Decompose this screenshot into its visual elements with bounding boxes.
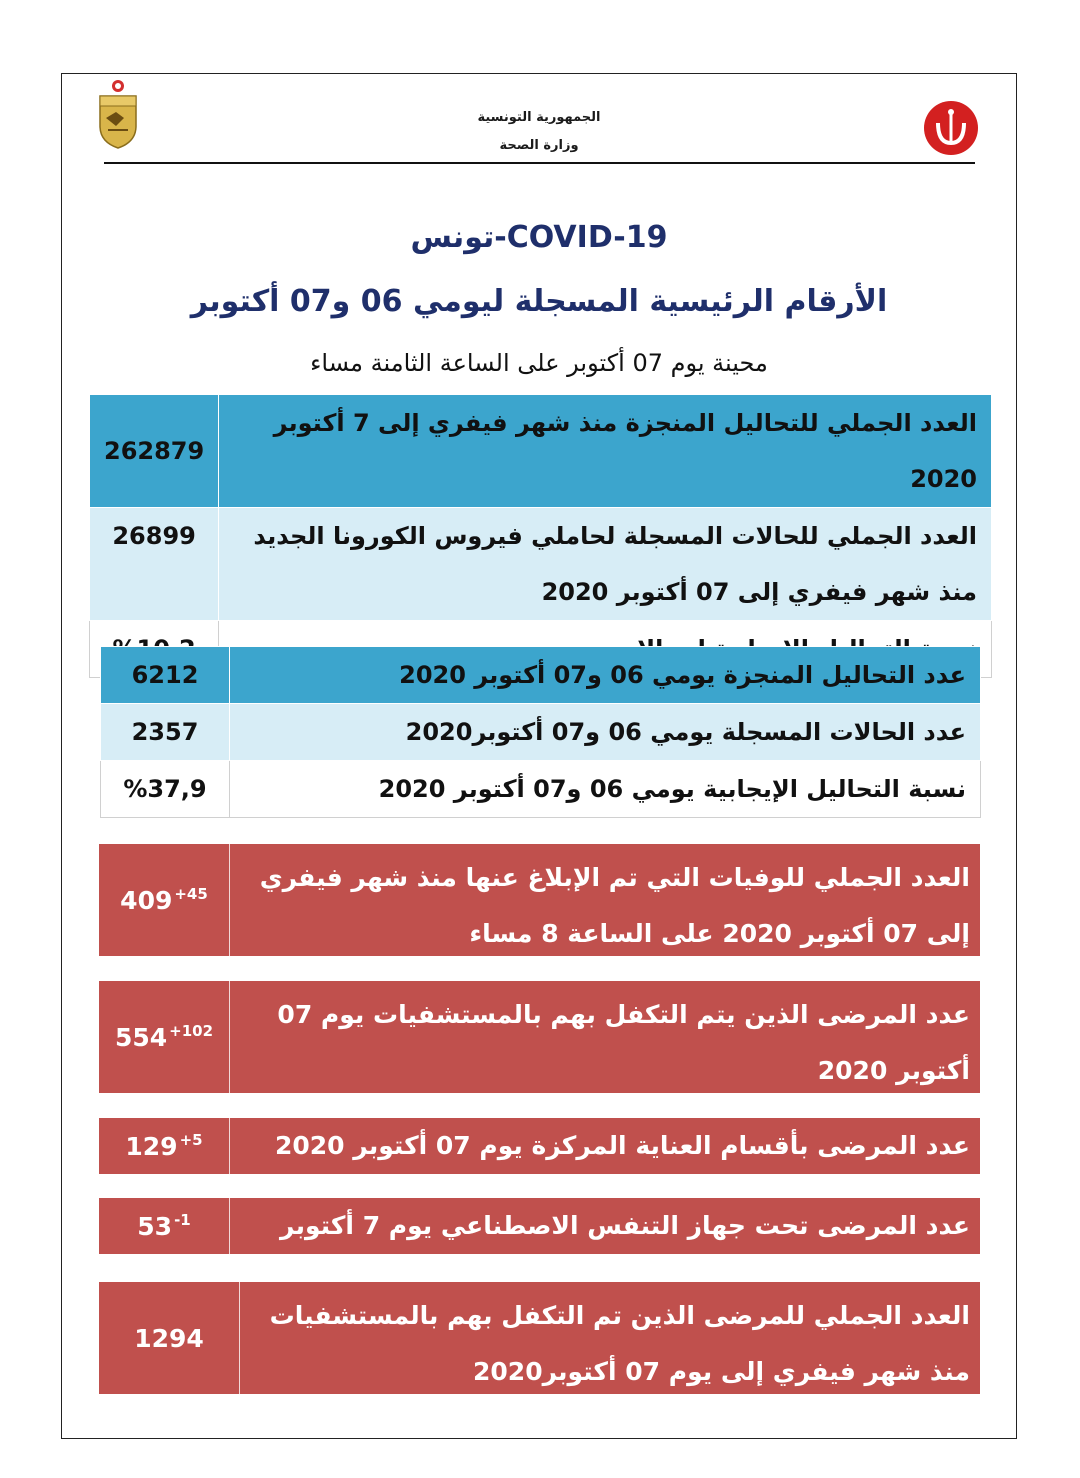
- stat-value: 26899: [90, 508, 219, 621]
- stat-label: عدد المرضى تحت جهاز التنفس الاصطناعي يوم 7 أكتوبر: [280, 1211, 970, 1240]
- stat-number: 554: [114, 1022, 168, 1052]
- stat-change: -1: [174, 1211, 191, 1229]
- stat-change: +5: [179, 1131, 203, 1149]
- update-note: محينة يوم 07 أكتوبر على الساعة الثامنة مساء: [310, 349, 768, 377]
- ministry-name: وزارة الصحة: [499, 138, 579, 153]
- stat-value: [99, 844, 230, 956]
- stat-value: [99, 981, 230, 1093]
- stat-value: 6212: [101, 647, 230, 704]
- ministry-logo-icon: [922, 99, 980, 157]
- document-page: [61, 73, 1017, 1439]
- total-hospitalized-row: [99, 1282, 980, 1394]
- hospitalized-row: [99, 981, 980, 1093]
- deaths-row: [99, 844, 980, 956]
- stat-label: العدد الجملي للتحاليل المنجزة منذ شهر فيفري إلى 7 أكتوبر 2020: [219, 395, 992, 508]
- stat-number: 1294: [134, 1323, 204, 1353]
- stat-label: العدد الجملي للوفيات التي تم الإبلاغ عنها منذ شهر فيفري إلى 07 أكتوبر 2020 على الساعة 8 مساء: [259, 863, 970, 948]
- stat-value: 2357: [101, 704, 230, 761]
- stat-value: 262879: [90, 395, 219, 508]
- stat-change: +102: [169, 1022, 214, 1040]
- stat-label: عدد المرضى بأقسام العناية المركزة يوم 07 أكتوبر 2020: [274, 1131, 970, 1160]
- country-name: الجمهورية التونسية: [477, 110, 601, 125]
- ventilator-row: [99, 1198, 980, 1254]
- icu-row: [99, 1118, 980, 1174]
- daily-stats-table: [100, 646, 981, 818]
- stat-label: عدد التحاليل المنجزة يومي 06 و07 أكتوبر 2020: [230, 647, 981, 704]
- secondary-title: الأرقام الرئيسية المسجلة ليومي 06 و07 أكتوبر: [190, 284, 888, 319]
- stat-value: [99, 1118, 230, 1174]
- header: [62, 74, 1016, 169]
- stat-value: [99, 1198, 230, 1254]
- stat-label: عدد الحالات المسجلة يومي 06 و07 أكتوبر2020: [230, 704, 981, 761]
- main-title: COVID-19-تونس: [410, 220, 668, 255]
- stat-change: +45: [174, 885, 208, 903]
- stat-label: العدد الجملي للمرضى الذين تم التكفل بهم بالمستشفيات منذ شهر فيفري إلى يوم 07 أكتوبر2020: [269, 1301, 970, 1386]
- table-row: [101, 704, 981, 761]
- stat-value: [99, 1282, 240, 1394]
- stat-label: العدد الجملي للحالات المسجلة لحاملي فيروس الكورونا الجديد منذ شهر فيفري إلى 07 أكتوبر 2020: [219, 508, 992, 621]
- stat-number: 129: [125, 1131, 178, 1161]
- stat-label: عدد المرضى الذين يتم التكفل بهم بالمستشفيات يوم 07 أكتوبر 2020: [277, 1000, 970, 1085]
- cumulative-stats-table: [89, 394, 992, 678]
- stat-number: 409: [120, 885, 173, 915]
- table-row: [90, 395, 992, 508]
- table-row: [101, 761, 981, 818]
- stat-label: نسبة التحاليل الإيجابية يومي 06 و07 أكتوبر 2020: [230, 761, 981, 818]
- table-row: [90, 508, 992, 621]
- table-row: [101, 647, 981, 704]
- stat-value: %37,9: [101, 761, 230, 818]
- header-divider: [104, 162, 975, 164]
- stat-number: 53: [137, 1211, 173, 1241]
